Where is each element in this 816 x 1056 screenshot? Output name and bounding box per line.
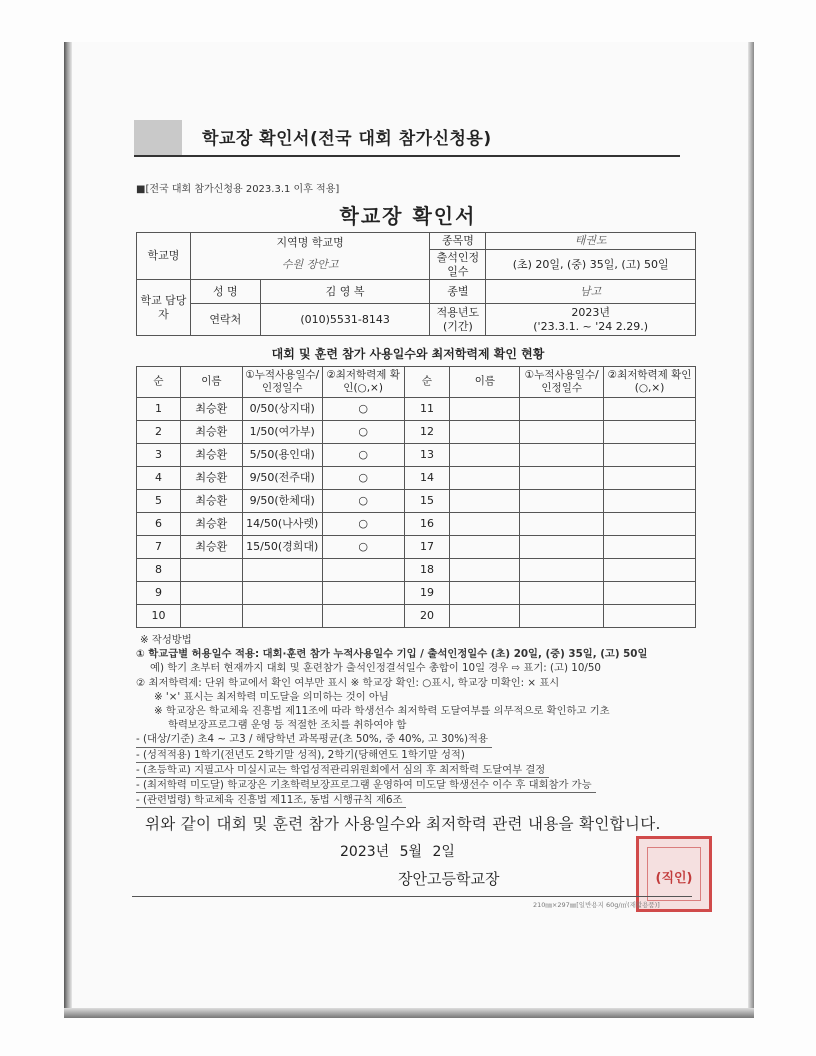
note-line: 학력보장프로그램 운영 등 적절한 조치를 취하여야 함 [168,719,407,732]
row-check [604,536,696,559]
row-no: 19 [404,582,450,605]
header-check: ②최저학력제 확인(○,×) [322,367,404,398]
contact-value: (010)5531-8143 [260,304,430,336]
principal-signature: 장안고등학교장 [398,870,500,888]
table-row [137,605,696,628]
row-days [520,513,604,536]
row-no: 10 [137,605,181,628]
note-line: ※ 학교장은 학교체육 진흥법 제11조에 따라 학생선수 최저학력 도달여부를 의무적으로 확인하고 기초 [154,705,610,718]
row-check [322,605,404,628]
header-check: ②최저학력제 확인(○,×) [604,367,696,398]
row-days [520,559,604,582]
row-days [520,605,604,628]
row-days: 1/50(여가부) [242,421,322,444]
table-row [137,398,696,421]
table-row [137,444,696,467]
applicability-note: ■[전국 대회 참가신청용 2023.3.1 이후 적용] [136,184,340,195]
row-no: 9 [137,582,181,605]
row-days [520,490,604,513]
header-rule [134,155,680,157]
row-no: 8 [137,559,181,582]
confirmation-statement: 위와 같이 대회 및 훈련 참가 사용일수와 최저학력 관련 내용을 확인합니다. [145,815,661,833]
row-days [242,559,322,582]
row-no: 6 [137,513,181,536]
note-line: ① 학교급별 허용일수 적용: 대회·훈련 참가 누적사용일수 기입 / 출석인정일수 (초) 20일, (중) 35일, (고) 50일 [136,648,648,661]
school-name-header: 지역명 학교명 [190,233,430,250]
name-value: 김 영 복 [260,280,430,304]
row-check [322,559,404,582]
seal-text: (직인) [655,871,693,886]
note-line: ② 최저학력제: 단위 학교에서 확인 여부만 표시 ※ 학교장 확인: ○표시, 학교장 미확인: × 표시 [136,676,560,689]
note-text: - (초등학교) 지필고사 미실시교는 학업성적관리위원회에서 심의 후 최저학력 도달여부 결정 [136,763,549,778]
header-band [134,120,182,156]
row-check [604,513,696,536]
note-line [136,763,716,778]
attendance-value: (초) 20일, (중) 35일, (고) 50일 [486,250,696,280]
row-no: 15 [404,490,450,513]
name-label: 성 명 [190,280,260,304]
paper-spec: 210㎜×297㎜[일반용지 60g/㎡(재활용품)] [533,901,660,909]
row-no: 11 [404,398,450,421]
row-name: 최승환 [180,398,242,421]
row-no: 16 [404,513,450,536]
row-days [520,398,604,421]
row-no: 5 [137,490,181,513]
note-line [136,778,716,793]
row-name [450,536,520,559]
header-name: 이름 [450,367,520,398]
row-check: ○ [322,490,404,513]
event-label: 종목명 [430,233,486,250]
note-line [136,793,716,808]
year-label: 적용년도 (기간) [430,304,486,336]
table-row [137,467,696,490]
period-value: ('23.3.1. ~ '24 2.29.) [533,319,649,333]
section-heading: 대회 및 훈련 참가 사용일수와 최저학력제 확인 현황 [271,347,545,361]
scan-edge [64,1008,754,1018]
note-line: ※ 작성방법 [140,634,192,646]
row-no: 13 [404,444,450,467]
note-text: - (성적적용) 1학기(전년도 2학기말 성적), 2학기(당해연도 1학기말 성적) [136,748,469,763]
instructions [136,633,716,808]
row-name: 최승환 [180,421,242,444]
row-days [520,582,604,605]
row-no: 12 [404,421,450,444]
row-no: 14 [404,467,450,490]
table-row [137,490,696,513]
row-no: 7 [137,536,181,559]
bottom-rule [132,896,692,897]
row-check [604,605,696,628]
gender-label: 종별 [430,280,486,304]
row-name [450,444,520,467]
row-name [180,559,242,582]
header-days: ①누적사용일수/ 인정일수 [242,367,322,398]
row-name [450,582,520,605]
contact-label: 연락처 [190,304,260,336]
usage-table [136,366,696,628]
row-check [604,421,696,444]
note-text: - (최저학력 미도달) 학교장은 기초학력보장프로그램 운영하여 미도달 학생선수 이수 후 대회참가 가능 [136,778,596,793]
scan-edge [748,42,754,1018]
row-check [604,398,696,421]
event-value: 태권도 [486,233,696,250]
row-days: 5/50(용인대) [242,444,322,467]
note-line [136,732,716,747]
row-name [450,605,520,628]
scan-edge [64,42,72,1014]
row-no: 18 [404,559,450,582]
row-days [520,467,604,490]
row-check: ○ [322,421,404,444]
document-title: 학교장 확인서 [339,204,477,228]
row-check: ○ [322,444,404,467]
row-days: 14/50(나사렛) [242,513,322,536]
row-check [604,582,696,605]
row-name [450,398,520,421]
row-check [604,559,696,582]
row-name [180,582,242,605]
row-check: ○ [322,467,404,490]
row-no: 17 [404,536,450,559]
row-check [322,582,404,605]
header-title: 학교장 확인서(전국 대회 참가신청용) [202,129,492,149]
row-no: 3 [137,444,181,467]
row-no: 4 [137,467,181,490]
row-name [450,559,520,582]
table-row [137,536,696,559]
table-header-row [137,367,696,398]
year-value: 2023년 [571,306,610,319]
table-row [137,582,696,605]
row-days: 9/50(한체대) [242,490,322,513]
row-check: ○ [322,536,404,559]
row-name: 최승환 [180,467,242,490]
note-line: 예) 학기 초부터 현재까지 대회 및 훈련참가 출석인정결석일수 총합이 10일 경우 ⇨ 표기: (고) 10/50 [150,662,601,675]
row-no: 1 [137,398,181,421]
info-table [136,232,696,336]
year-cell [486,304,696,336]
row-name: 최승환 [180,536,242,559]
note-text: - (관련법령) 학교체육 진흥법 제11조, 동법 시행규칙 제6조 [136,793,406,808]
row-check [604,467,696,490]
attendance-label: 출석인정 일수 [430,250,486,280]
row-no: 20 [404,605,450,628]
row-days: 15/50(경희대) [242,536,322,559]
staff-label: 학교 담당자 [137,280,191,336]
row-no: 2 [137,421,181,444]
header-days: ①누적사용일수/ 인정일수 [520,367,604,398]
issue-date: 2023년 5월 2일 [340,844,455,860]
row-check: ○ [322,513,404,536]
header-name: 이름 [180,367,242,398]
row-name [450,467,520,490]
gender-value: 남고 [486,280,696,304]
note-line [136,748,716,763]
row-check [604,444,696,467]
note-text: - (대상/기준) 초4 ~ 고3 / 해당학년 과목평균(초 50%, 중 40%, 고 30%)적용 [136,732,492,747]
row-check: ○ [322,398,404,421]
row-days [242,582,322,605]
row-days [520,444,604,467]
row-days [520,421,604,444]
table-row [137,421,696,444]
row-check [604,490,696,513]
row-days: 0/50(상지대) [242,398,322,421]
row-name [450,490,520,513]
header-no: 순 [137,367,181,398]
row-name: 최승환 [180,444,242,467]
row-days [520,536,604,559]
row-days: 9/50(전주대) [242,467,322,490]
row-name [180,605,242,628]
row-name [450,421,520,444]
row-name [450,513,520,536]
note-line: ※ '×' 표시는 최저학력 미도달을 의미하는 것이 아님 [154,690,389,703]
header-no: 순 [404,367,450,398]
row-name: 최승환 [180,490,242,513]
row-days [242,605,322,628]
row-name: 최승환 [180,513,242,536]
school-label: 학교명 [137,233,191,280]
table-row [137,559,696,582]
school-name-value: 수원 장안고 [190,250,430,280]
table-row [137,513,696,536]
